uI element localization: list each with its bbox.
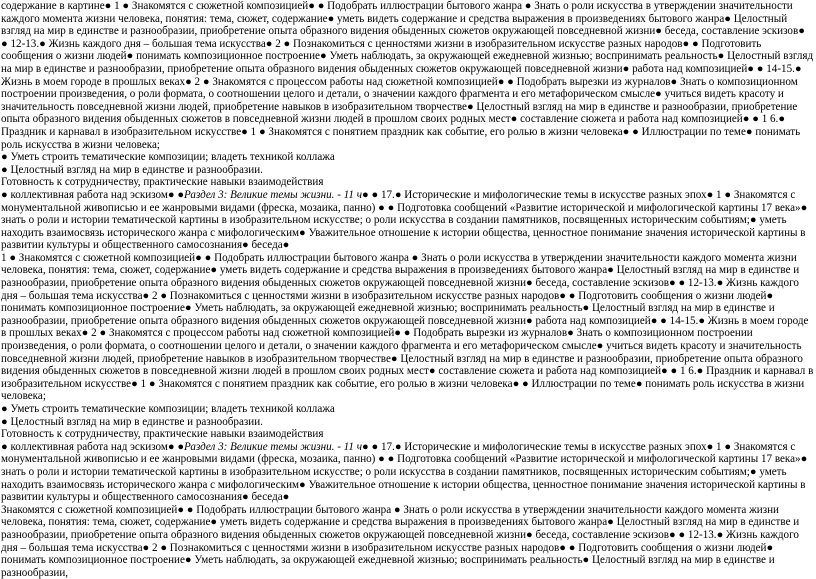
collective-work-text: ● коллективная работа над эскизом● ● xyxy=(1,188,185,201)
section-content-text: ● ● 17.● Исторические и мифологические темы в искусстве разных эпох● 1 ● Знакомятся с монументальной живописью и ее жанровыми видами (фреска, мозаика, панно) ● ● Подготовка сообщений «Развитие исторической и мифологической картины 17 века»● знать о роли и истории тематической картины в изобразительном искусстве; о роли искусства в создании памятников, посвященных историческим событиям;● уметь находить взаимосвязь исторического жанра с мифологическим● Уважительное отношение к истории общества, ценностное понимание значения исторической картины в развитии культуры и общественного самосознания● беседа● xyxy=(1,188,808,252)
worldview-line: ● Целостный взгляд на мир в единстве и разнообразии. xyxy=(1,415,263,428)
skills-line: ● Уметь строить тематические композиции; владеть техникой коллажа xyxy=(1,151,335,164)
section-heading-line xyxy=(1,189,814,252)
skills-line: ● Уметь строить тематические композиции; владеть техникой коллажа xyxy=(1,403,335,415)
section-content-text: ● ● 17.● Исторические и мифологические темы в искусстве разных эпох● 1 ● Знакомятся с монументальной живописью и ее жанровыми видами (фреска, мозаика, панно) ● ● Подготовка сообщений «Развитие исторической и мифологической картины 17 века»● знать о роли и истории тематической картины в изобразительном искусстве; о роли искусства в создании памятников, посвященных историческим событиям;● уметь находить взаимосвязь исторического жанра с мифологическим● Уважительное отношение к истории общества, ценностное понимание значения исторической картины в развитии культуры и общественного самосознания● беседа● xyxy=(1,440,808,504)
section-title: Раздел 3: Великие темы жизни. - 11 ч xyxy=(184,440,363,453)
section-heading-line xyxy=(1,441,814,504)
lesson-text-block: Знакомятся с сюжетной композицией● ● Подобрать иллюстрации бытового жанра ● Знать о роли искусства в утверждении значительности каждого момента жизни человека, понятия: тема, сюжет, содержание● уметь видеть содержание и средства выражения в произведениях бытового жанра● Целостный взгляд на мир в единстве и разнообразии, приобретение опыта образного видения обыденных сюжетов окружающей повседневной жизни● беседа, составление эскизов● ● 12-13.● Жизнь каждого дня – большая тема искусства● 2 ● Познакомиться с ценностями жизни в изобразительном искусстве разных народов● ● Подготовить сообщения о жизни людей● понимать композиционное построение● Уметь наблюдать, за окружающей ежедневной жизнью; воспринимать реальность● Целостный взгляд на мир в единстве и разнообразии, xyxy=(1,503,800,579)
worldview-line: ● Целостный взгляд на мир в единстве и разнообразии. xyxy=(1,163,263,176)
lesson-text-block: содержание в картине● 1 ● Знакомятся с сюжетной композицией● ● Подобрать иллюстрации бытового жанра ● Знать о роли искусства в утверждении значительности каждого момента жизни человека, понятия: тема, сюжет, содержание● уметь видеть содержание и средства выражения в произведениях бытового жанра● Целостный взгляд на мир в единстве и разнообразии, приобретение опыта образного видения обыденных сюжетов окружающей повседневной жизни● беседа, составление эскизов● ● 12-13.● Жизнь каждого дня – большая тема искусства● 2 ● Познакомиться с ценностями жизни в изобразительном искусстве разных народов● ● Подготовить сообщения о жизни людей● понимать композиционное построение● Уметь наблюдать, за окружающей ежедневной жизнью; воспринимать реальность● Целостный взгляд на мир в единстве и разнообразии, приобретение опыта образного видения обыденных сюжетов окружающей повседневной жизни● работа над композицией● ● 14-15.● Жизнь в моем городе в прошлых веках● 2 ● Знакомятся с процессом работы над сюжетной композицией● ● Подобрать вырезки из журналов● Знать о композиционном построении произведения, о роли формата, о соотношении целого и детали, о значении каждого фрагмента и его метафорическом смысле● учиться видеть красоту и значительность повседневной жизни людей, приобретение навыков в изобразительном творчестве● Целостный взгляд на мир в единстве и разнообразии, приобретение опыта образного видения обыденных сюжетов в повседневной жизни людей в прошлом своих родных мест● составление сюжета и работа над композицией● ● 1 6.● Праздник и карнавал в изобразительном искусстве● 1 ● Знакомятся с понятием праздник как событие, его ролью в жизни человека● ● Иллюстрации по теме● понимать роль искусства в жизни человека; xyxy=(1,0,814,151)
cooperation-line: Готовность к сотрудничеству, практические навыки взаимодействия xyxy=(1,428,324,441)
cooperation-line: Готовность к сотрудничеству, практические навыки взаимодействия xyxy=(1,176,324,189)
collective-work-text: ● коллективная работа над эскизом● ● xyxy=(1,440,185,453)
lesson-text-block: 1 ● Знакомятся с сюжетной композицией● ● Подобрать иллюстрации бытового жанра ● Знать о роли искусства в утверждении значительности каждого момента жизни человека, понятия: тема, сюжет, содержание● уметь видеть содержание и средства выражения в произведениях бытового жанра● Целостный взгляд на мир в единстве и разнообразии, приобретение опыта образного видения обыденных сюжетов окружающей повседневной жизни● беседа, составление эскизов● ● 12-13.● Жизнь каждого дня – большая тема искусства● 2 ● Познакомиться с ценностями жизни в изобразительном искусстве разных народов● ● Подготовить сообщения о жизни людей● понимать композиционное построение● Уметь наблюдать, за окружающей ежедневной жизнью; воспринимать реальность● Целостный взгляд на мир в единстве и разнообразии, приобретение опыта образного видения обыденных сюжетов окружающей повседневной жизни● работа над композицией● ● 14-15.● Жизнь в моем городе в прошлых веках● 2 ● Знакомятся с процессом работы над сюжетной композицией● ● Подобрать вырезки из журналов● Знать о композиционном построении произведения, о роли формата, о соотношении целого и детали, о значении каждого фрагмента и его метафорическом смысле● учиться видеть красоту и значительность повседневной жизни людей, приобретение навыков в изобразительном творчестве● Целостный взгляд на мир в единстве и разнообразии, приобретение опыта образного видения обыденных сюжетов в повседневной жизни людей в прошлом своих родных мест● составление сюжета и работа над композицией● ● 1 6.● Праздник и карнавал в изобразительном искусстве● 1 ● Знакомятся с понятием праздник как событие, его ролью в жизни человека● ● Иллюстрации по теме● понимать роль искусства в жизни человека; xyxy=(1,251,814,403)
section-title: Раздел 3: Великие темы жизни. - 11 ч xyxy=(184,188,363,201)
